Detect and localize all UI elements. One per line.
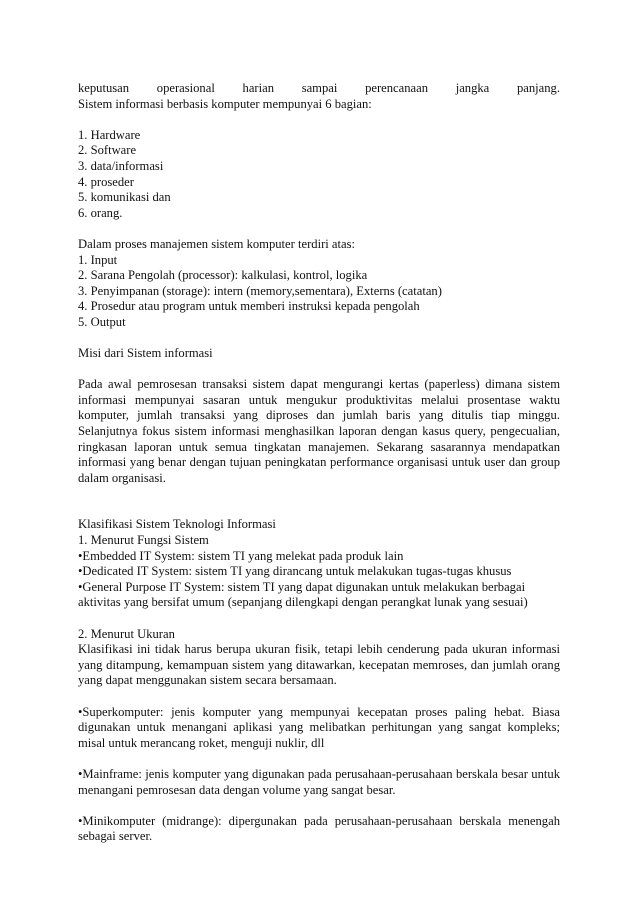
intro-line-2: Sistem informasi berbasis komputer mempunyai 6 bagian: — [78, 96, 372, 111]
spacer — [78, 689, 560, 705]
classification-section — [78, 517, 560, 844]
list-item: 1. Input — [78, 252, 118, 267]
function-heading: 1. Menurut Fungsi Sistem — [78, 533, 209, 548]
list-item: 3. data/informasi — [78, 158, 164, 173]
list-item: •Embedded IT System: sistem TI yang melekat pada produk lain — [78, 548, 404, 563]
list-item: 5. Output — [78, 314, 126, 329]
list-item: 4. Prosedur atau program untuk memberi instruksi kepada pengolah — [78, 299, 420, 314]
spacer — [78, 486, 560, 517]
size-paragraph: Klasifikasi ini tidak harus berupa ukuran fisik, tetapi lebih cenderung pada ukuran informasi yang ditampung, kemampuan sistem yang ditawarkan, kecepatan memroses, dan jumlah orang yang dapat menggunakan sistem secara bersamaan. — [78, 642, 560, 688]
mainframe-paragraph: •Mainframe: jenis komputer yang digunakan pada perusahaan-perusahaan berskala besar untuk menangani pemrosesan data dengan volume yang sangat besar. — [78, 766, 560, 797]
mission-heading: Misi dari Sistem informasi — [78, 346, 213, 361]
spacer — [78, 611, 560, 627]
spacer — [78, 331, 560, 347]
list-item: 2. Software — [78, 143, 137, 158]
mission-paragraph: Pada awal pemrosesan transaksi sistem dapat mengurangi kertas (paperless) dimana sistem informasi mempunyai sasaran untuk mengukur produktivitas melalui prosentase waktu komputer, jumlah transaksi yang diproses dan jumlah baris yang ditulis tiap minggu. Selanjutnya fokus sistem informasi menghasilkan laporan dengan kasus query, pengecualian, ringkasan laporan untuk semua tingkatan manajemen. Sekarang sasarannya mendapatkan informasi yang benar dengan tujuan peningkatan performance organisasi untuk user dan group dalam organisasi. — [78, 377, 560, 485]
spacer — [78, 112, 560, 128]
spacer — [78, 751, 560, 767]
list-item: •Dedicated IT System: sistem TI yang dirancang untuk melakukan tugas-tugas khusus — [78, 564, 512, 579]
document-page — [78, 81, 560, 845]
classification-heading: Klasifikasi Sistem Teknologi Informasi — [78, 517, 276, 532]
process-heading: Dalam proses manajemen sistem komputer terdiri atas: — [78, 236, 355, 251]
spacer — [78, 798, 560, 814]
list-item: 4. proseder — [78, 174, 134, 189]
process-section — [78, 237, 560, 331]
spacer — [78, 221, 560, 237]
list-item: 1. Hardware — [78, 127, 141, 142]
supercomputer-paragraph: •Superkomputer: jenis komputer yang mempunyai kecepatan proses paling hebat. Biasa digunakan untuk menangani aplikasi yang melibatkan perhitungan yang sangat kompleks; misal untuk merancang roket, menguji nuklir, dll — [78, 704, 560, 750]
list-item: •General Purpose IT System: sistem TI yang dapat digunakan untuk melakukan berbagai aktivitas yang bersifat umum (sepanjang dilengkapi dengan perangkat lunak yang sesuai) — [78, 579, 528, 610]
list-item: 2. Sarana Pengolah (processor): kalkulasi, kontrol, logika — [78, 268, 368, 283]
parts-list — [78, 128, 560, 222]
minicomputer-paragraph: •Minikomputer (midrange): dipergunakan pada perusahaan-perusahaan berskala menengah sebagai server. — [78, 813, 560, 844]
list-item: 3. Penyimpanan (storage): intern (memory,sementara), Externs (catatan) — [78, 283, 442, 298]
intro-line-1: keputusan operasional harian sampai perencanaan jangka panjang. — [78, 81, 560, 95]
list-item: 6. orang. — [78, 205, 123, 220]
spacer — [78, 362, 560, 378]
list-item: 5. komunikasi dan — [78, 190, 171, 205]
size-heading: 2. Menurut Ukuran — [78, 626, 175, 641]
